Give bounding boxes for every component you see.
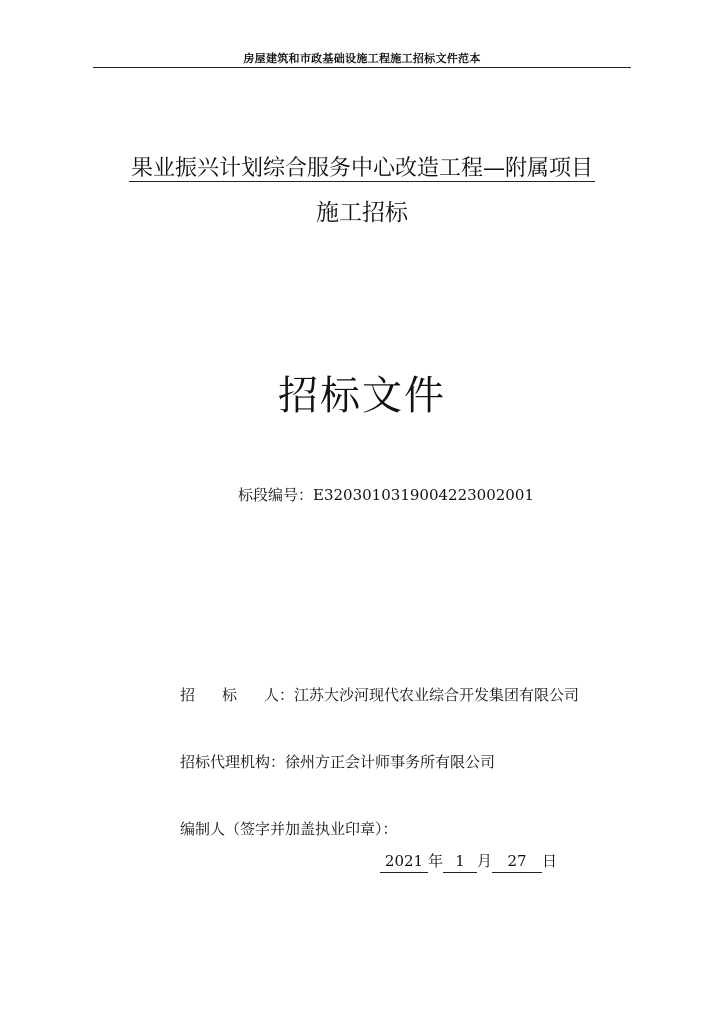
project-title bbox=[0, 154, 724, 184]
date-line bbox=[380, 850, 557, 873]
agent-field bbox=[180, 751, 495, 773]
compiler-label: 编制人（签字并加盖执业印章）： bbox=[180, 820, 398, 838]
header-divider bbox=[93, 67, 631, 68]
agent-value: 徐州方正会计师事务所有限公司 bbox=[285, 753, 496, 771]
document-title: 招标文件 bbox=[278, 373, 446, 419]
bid-number bbox=[238, 484, 534, 506]
subtitle: 施工招标 bbox=[316, 200, 408, 226]
agent-label: 招标代理机构： bbox=[180, 753, 286, 771]
date-day: 27 bbox=[492, 850, 542, 873]
date-year: 2021 bbox=[380, 850, 428, 873]
date-month-unit: 月 bbox=[477, 852, 493, 870]
tenderer-label-end: 人： bbox=[264, 686, 295, 704]
date-day-unit: 日 bbox=[542, 852, 558, 870]
tenderer-field bbox=[180, 684, 579, 706]
date-month: 1 bbox=[443, 850, 477, 873]
bid-number-value: E3203010319004223002001 bbox=[313, 486, 534, 504]
project-title-text: 果业振兴计划综合服务中心改造工程—附属项目 bbox=[130, 156, 593, 181]
tenderer-label: 招标 bbox=[180, 686, 265, 704]
date-year-unit: 年 bbox=[428, 852, 444, 870]
compiler-field bbox=[180, 818, 398, 840]
header-title: 房屋建筑和市政基础设施工程施工招标文件范本 bbox=[243, 52, 481, 65]
tenderer-value: 江苏大沙河现代农业综合开发集团有限公司 bbox=[294, 686, 580, 704]
bid-number-label: 标段编号： bbox=[238, 486, 314, 504]
